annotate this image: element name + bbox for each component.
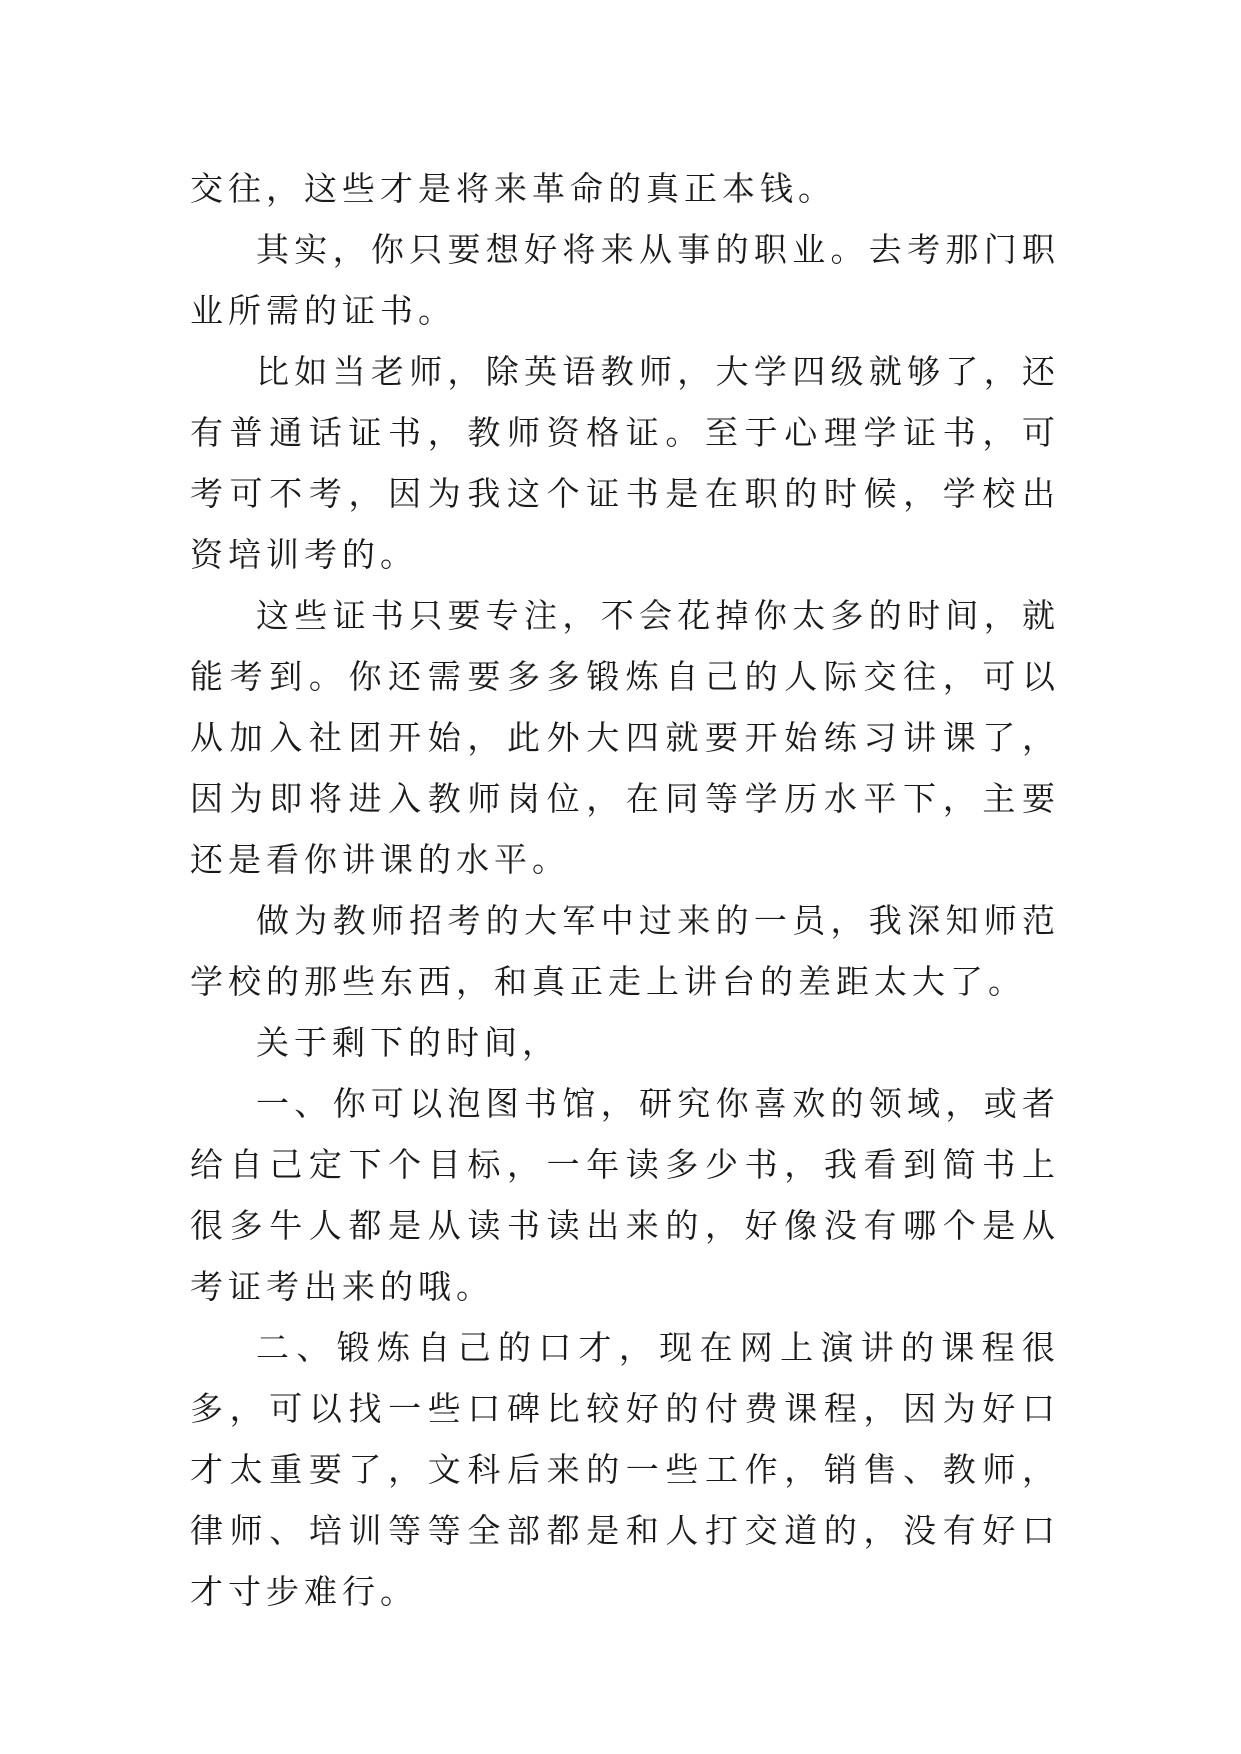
paragraph: 其实，你只要想好将来从事的职业。去考那门职业所需的证书。 [190, 230, 1060, 330]
paragraph: 做为教师招考的大军中过来的一员，我深知师范学校的那些东西，和真正走上讲台的差距太大了。 [190, 901, 1060, 1001]
document-body [190, 158, 1060, 1622]
paragraph: 比如当老师，除英语教师，大学四级就够了，还有普通话证书，教师资格证。至于心理学证书，可考可不考，因为我这个证书是在职的时候，学校出资培训考的。 [190, 352, 1060, 574]
paragraph: 这些证书只要专注，不会花掉你太多的时间，就能考到。你还需要多多锻炼自己的人际交往，可以从加入社团开始，此外大四就要开始练习讲课了，因为即将进入教师岗位，在同等学历水平下，主要还是看你讲课的水平。 [190, 596, 1060, 879]
paragraph: 关于剩下的时间， [256, 1023, 560, 1062]
paragraph: 交往，这些才是将来革命的真正本钱。 [190, 169, 836, 208]
paragraph: 二、锻炼自己的口才，现在网上演讲的课程很多，可以找一些口碑比较好的付费课程，因为好口才太重要了，文科后来的一些工作，销售、教师，律师、培训等等全部都是和人打交道的，没有好口才寸步难行。 [190, 1328, 1060, 1611]
paragraph: 一、你可以泡图书馆，研究你喜欢的领域，或者给自己定下个目标，一年读多少书，我看到简书上很多牛人都是从读书读出来的，好像没有哪个是从考证考出来的哦。 [190, 1084, 1060, 1306]
